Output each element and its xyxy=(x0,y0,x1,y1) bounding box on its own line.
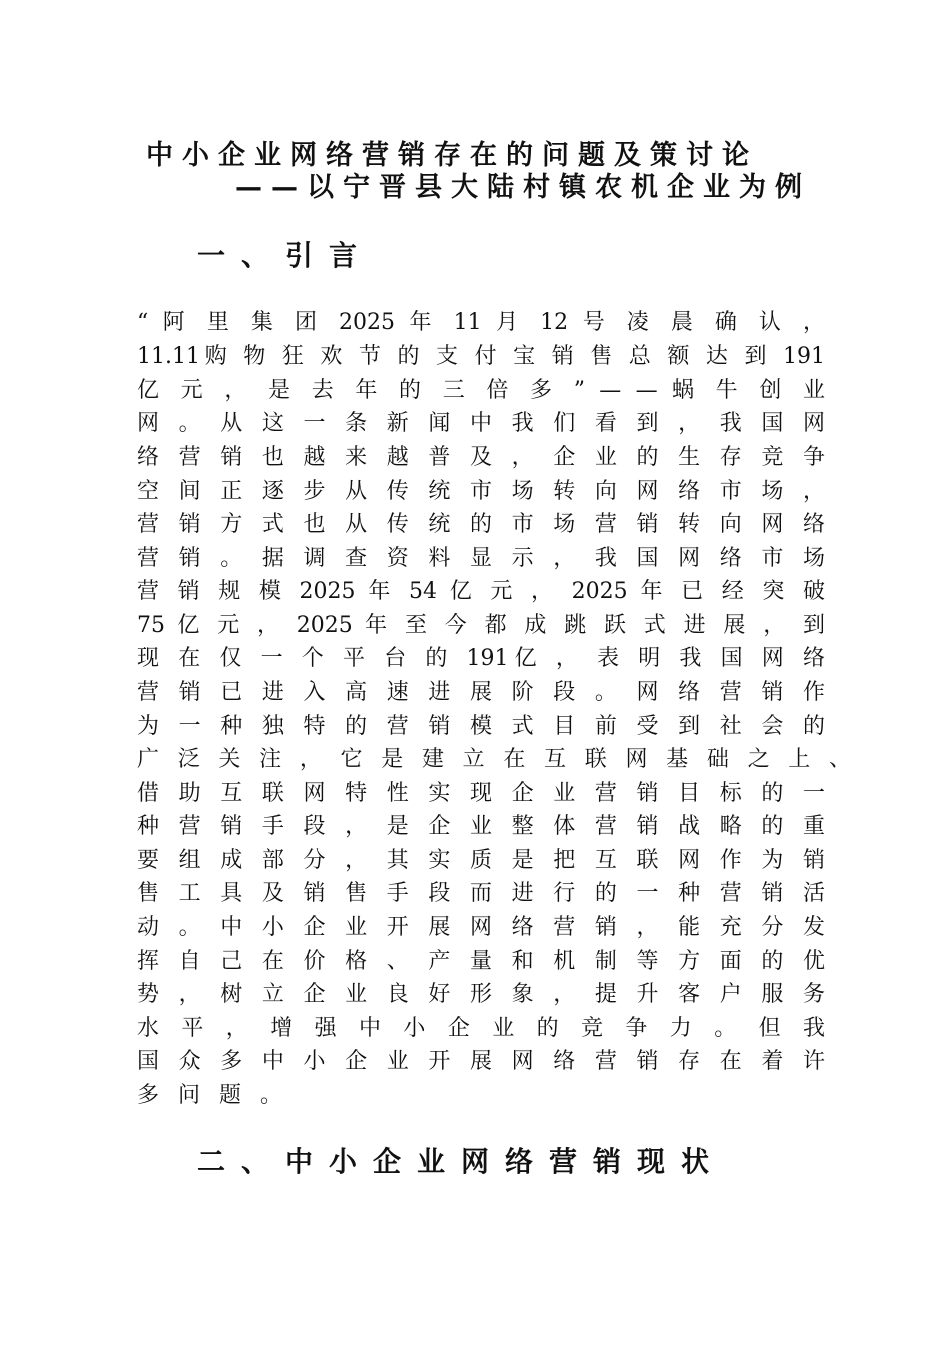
paragraph-line: 营 销 。 据 调 查 资 料 显 示 ， 我 国 网 络 市 场 xyxy=(137,546,825,571)
document-title: 中小企业网络营销存在的问题及策讨论 xyxy=(146,140,758,171)
paragraph-line: 种 营 销 手 段 ， 是 企 业 整 体 营 销 战 略 的 重 xyxy=(137,814,825,839)
paragraph-line: 营 销 方 式 也 从 传 统 的 市 场 营 销 转 向 网 络 xyxy=(137,512,825,537)
paragraph-line: 营 销 已 进 入 高 速 进 展 阶 段 。 网 络 营 销 作 xyxy=(137,680,825,705)
paragraph-line: 为 一 种 独 特 的 营 销 模 式 目 前 受 到 社 会 的 xyxy=(137,714,825,739)
paragraph-line: 现 在 仅 一 个 平 台 的 191亿 ， 表 明 我 国 网 络 xyxy=(137,646,825,671)
document-subtitle: ——以宁晋县大陆村镇农机企业为例 xyxy=(235,172,811,203)
section-heading-introduction: 一、引言 xyxy=(197,239,374,272)
paragraph-line: 水 平 ， 增 强 中 小 企 业 的 竞 争 力 。 但 我 xyxy=(137,1016,825,1041)
paragraph-line: 要 组 成 部 分 ， 其 实 质 是 把 互 联 网 作 为 销 xyxy=(137,848,825,873)
section-heading-current-status: 二、中小企业网络营销现状 xyxy=(197,1145,726,1178)
paragraph-line: 动 。 中 小 企 业 开 展 网 络 营 销 ， 能 充 分 发 xyxy=(137,915,825,940)
paragraph-line: 11.11购 物 狂 欢 节 的 支 付 宝 销 售 总 额 达 到 191 xyxy=(137,344,825,369)
paragraph-line: “ 阿 里 集 团 2025 年 11 月 12 号 凌 晨 确 认 ， xyxy=(137,310,825,335)
paragraph-line: 势 ， 树 立 企 业 良 好 形 象 ， 提 升 客 户 服 务 xyxy=(137,982,825,1007)
paragraph-line: 亿 元 ， 是 去 年 的 三 倍 多 ” — — 蜗 牛 创 业 xyxy=(137,378,825,403)
paragraph-line: 75 亿 元 ， 2025 年 至 今 都 成 跳 跃 式 进 展 ， 到 xyxy=(137,613,825,638)
paragraph-line: 售 工 具 及 销 售 手 段 而 进 行 的 一 种 营 销 活 xyxy=(137,881,825,906)
paragraph-line: 国 众 多 中 小 企 业 开 展 网 络 营 销 存 在 着 许 xyxy=(137,1049,825,1074)
paragraph-line: 营 销 规 模 2025 年 54 亿 元 ， 2025 年 已 经 突 破 xyxy=(137,579,825,604)
paragraph-line: 多 问 题 。 xyxy=(137,1083,288,1108)
paragraph-line: 广 泛 关 注 ， 它 是 建 立 在 互 联 网 基 础 之 上 、 xyxy=(137,747,851,772)
paragraph-line: 网 。 从 这 一 条 新 闻 中 我 们 看 到 ， 我 国 网 xyxy=(137,411,825,436)
paragraph-line: 络 营 销 也 越 来 越 普 及 ， 企 业 的 生 存 竞 争 xyxy=(137,445,825,470)
paragraph-line: 挥 自 己 在 价 格 、 产 量 和 机 制 等 方 面 的 优 xyxy=(137,949,825,974)
paragraph-line: 空 间 正 逐 步 从 传 统 市 场 转 向 网 络 市 场 ， xyxy=(137,479,825,504)
paragraph-line: 借 助 互 联 网 特 性 实 现 企 业 营 销 目 标 的 一 xyxy=(137,781,825,806)
